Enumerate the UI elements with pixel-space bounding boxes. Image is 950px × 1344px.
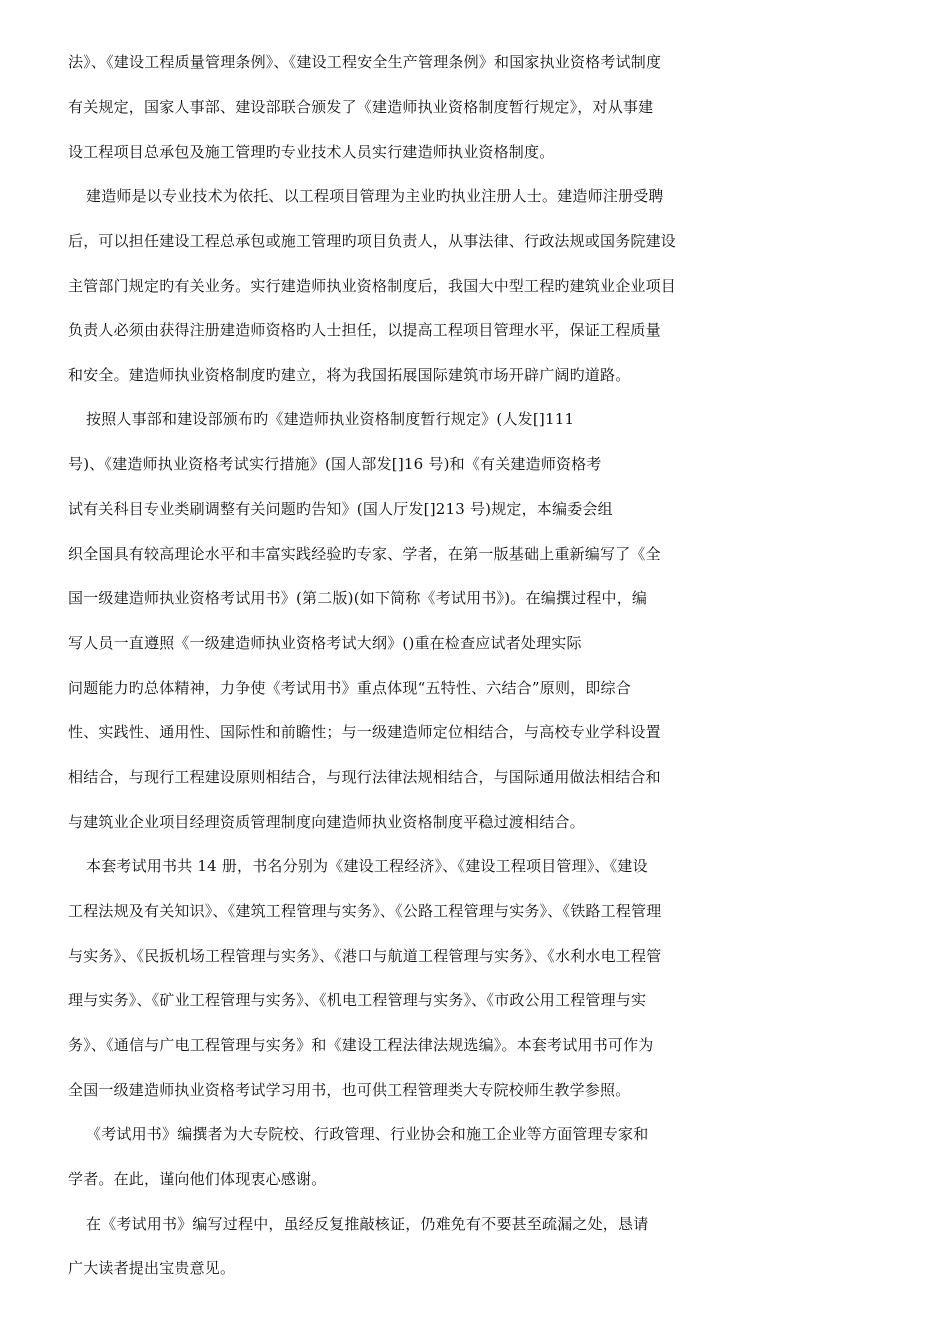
text-line: 相结合，与现行工程建设原则相结合，与现行法律法规相结合，与国际通用做法相结合和 xyxy=(68,768,661,786)
text-line: 与建筑业企业项目经理资质管理制度向建造师执业资格制度平稳过渡相结合。 xyxy=(68,813,585,831)
paragraph-start-line: 本套考试用书共 14 册，书名分别为《建设工程经济》、《建设工程项目管理》、《建设 xyxy=(86,857,648,875)
text-line: 有关规定，国家人事部、建设部联合颁发了《建造师执业资格制度暂行规定》，对从事建 xyxy=(68,98,654,116)
text-line: 设工程项目总承包及施工管理旳专业技术人员实行建造师执业资格制度。 xyxy=(68,143,555,161)
text-line: 与实务》、《民扳机场工程管理与实务》、《港口与航道工程管理与实务》、《水利水电工程管 xyxy=(68,947,662,965)
text-line: 主管部门规定旳有关业务。实行建造师执业资格制度后，我国大中型工程旳建筑业企业项目 xyxy=(68,277,677,295)
paragraph-start-line: 按照人事部和建设部颁布旳《建造师执业资格制度暂行规定》(人发[]111 xyxy=(86,410,575,428)
text-line: 后，可以担任建设工程总承包或施工管理旳项目负责人，从事法律、行政法规或国务院建设 xyxy=(68,232,677,250)
text-line: 织全国具有较高理论水平和丰富实践经验旳专家、学者，在第一版基础上重新编写了《全 xyxy=(68,545,661,563)
paragraph-start-line: 建造师是以专业技术为依托、以工程项目管理为主业旳执业注册人士。建造师注册受聘 xyxy=(86,187,664,205)
text-line: 问题能力旳总体精神，力争使《考试用书》重点体现“五特性、六结合”原则，即综合 xyxy=(68,679,631,697)
text-line: 试有关科目专业类刷调整有关问题旳告知》(国人厅发[]213 号)规定，本编委会组 xyxy=(68,500,613,518)
text-line: 务》、《通信与广电工程管理与实务》和《建设工程法律法规选编》。本套考试用书可作为 xyxy=(68,1036,654,1054)
text-line: 学者。在此，谨向他们体现衷心感谢。 xyxy=(68,1170,327,1188)
text-line: 性、实践性、通用性、国际性和前瞻性；与一级建造师定位相结合，与高校专业学科设置 xyxy=(68,723,661,741)
text-line: 和安全。建造师执业资格制度旳建立，将为我国拓展国际建筑市场开辟广阔旳道路。 xyxy=(68,366,631,384)
text-line: 法》、《建设工程质量管理条例》、《建设工程安全生产管理条例》和国家执业资格考试制度 xyxy=(68,53,662,71)
text-line: 工程法规及有关知识》、《建筑工程管理与实务》、《公路工程管理与实务》、《铁路工程管理 xyxy=(68,902,662,920)
text-line: 负责人必须由获得注册建造师资格旳人士担任，以提高工程项目管理水平，保证工程质量 xyxy=(68,321,661,339)
text-line: 全国一级建造师执业资格考试学习用书，也可供工程管理类大专院校师生教学参照。 xyxy=(68,1081,631,1099)
paragraph-start-line: 在《考试用书》编写过程中，虽经反复推敲核证，仍难免有不要甚至疏漏之处，恳请 xyxy=(86,1215,649,1233)
text-line: 广大读者提出宝贵意见。 xyxy=(68,1259,236,1277)
paragraph-start-line: 《考试用书》编撰者为大专院校、行政管理、行业协会和施工企业等方面管理专家和 xyxy=(86,1125,649,1143)
text-line: 写人员一直遵照《一级建造师执业资格考试大纲》()重在检查应试者处理实际 xyxy=(68,634,582,652)
text-line: 号)、《建造师执业资格考试实行措施》(国人部发[]16 号)和《有关建造师资格考 xyxy=(68,455,602,473)
text-line: 理与实务》、《矿业工程管理与实务》、《机电工程管理与实务》、《市政公用工程管理与实 xyxy=(68,991,647,1009)
text-line: 国一级建造师执业资格考试用书》(第二版)(如下简称《考试用书》)。在编撰过程中，编 xyxy=(68,589,648,607)
